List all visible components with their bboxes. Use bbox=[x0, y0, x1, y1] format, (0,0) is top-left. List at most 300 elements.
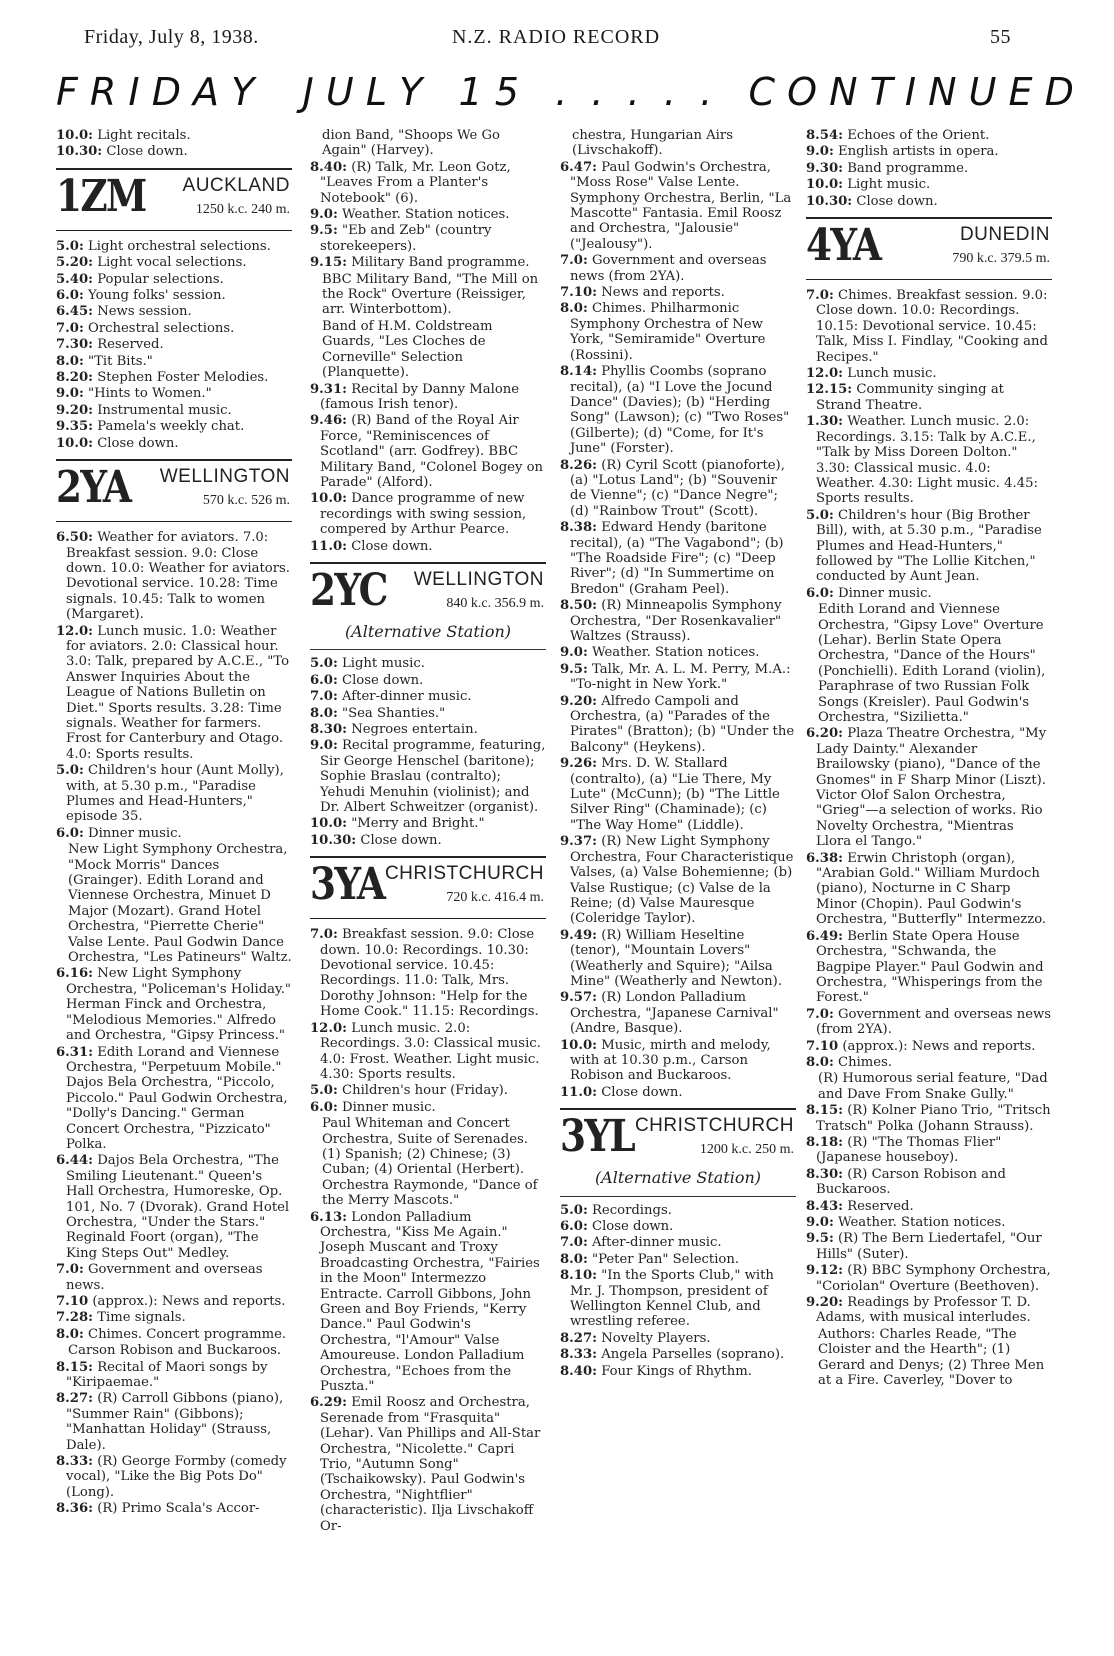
program-time: 6.16: bbox=[56, 966, 93, 982]
program-text: Music, mirth and melody, with at 10.30 p.m., Carson Robison and Buckaroos. bbox=[570, 1037, 771, 1084]
program-text: English artists in opera. bbox=[833, 144, 999, 160]
program-entry bbox=[56, 530, 292, 622]
program-text: Plaza Theatre Orchestra, "My Lady Dainty." Alexander Brailowsky (piano), "Dance of the Gnomes" in F Sharp Minor (Liszt). Victor Olof Salon Orchestra, "Grieg"—a selection of works. Rio Novelty Orchestra, "Mientras Llora el Tango." bbox=[816, 726, 1047, 850]
program-time: 10.0: bbox=[56, 435, 93, 451]
program-entry bbox=[310, 656, 546, 671]
program-entry bbox=[806, 177, 1052, 192]
program-entry bbox=[806, 1055, 1052, 1070]
program-text: Light music. bbox=[843, 177, 931, 193]
program-entry bbox=[310, 207, 546, 222]
column-4 bbox=[806, 128, 1052, 1389]
program-text: Chimes. Philharmonic Symphony Orchestra of New York, "Semiramide" Overture (Rossini). bbox=[570, 301, 766, 363]
program-time: 7.28: bbox=[56, 1310, 93, 1326]
program-entry bbox=[806, 144, 1052, 159]
program-time: 8.27: bbox=[560, 1330, 597, 1346]
program-text: Edward Hendy (baritone recital), (a) "The Vagabond"; (b) "The Roadside Fire"; (c) "Deep River"; (d) "In Summertime on Bredon" (Graham Peel). bbox=[570, 520, 784, 597]
program-entry bbox=[310, 689, 546, 704]
program-text: Edith Lorand and Viennese Orchestra, "Perpetuum Mobile." Dajos Bela Orchestra, "Piccolo, Piccolo." Paul Godwin Orchestra, "Dolly's Dancing." German Concert Orchestra, "Pizzicato" Polka. bbox=[66, 1044, 288, 1152]
program-time: 9.35: bbox=[56, 419, 93, 435]
program-time: 9.12: bbox=[806, 1263, 843, 1279]
station-call-sign: 3YA bbox=[310, 859, 385, 911]
program-time: 9.49: bbox=[560, 927, 597, 943]
program-text: Close down. bbox=[356, 832, 442, 848]
program-time: 8.36: bbox=[56, 1501, 93, 1517]
entries-4ya bbox=[806, 288, 1052, 1388]
program-text: Dinner music. bbox=[337, 1099, 436, 1115]
program-entry bbox=[310, 722, 546, 737]
program-entry bbox=[56, 354, 292, 369]
program-entry bbox=[310, 382, 546, 413]
program-time: 5.20: bbox=[56, 255, 93, 271]
program-entry bbox=[56, 966, 292, 1043]
program-time: 11.0: bbox=[560, 1084, 597, 1100]
program-entry bbox=[560, 694, 796, 756]
entries-col2-top bbox=[310, 128, 546, 554]
program-entry bbox=[560, 662, 796, 693]
program-time: 6.0: bbox=[310, 1099, 338, 1115]
program-text: (R) Primo Scala's Accor- bbox=[93, 1501, 260, 1517]
program-time: 10.0: bbox=[310, 491, 347, 507]
program-time: 7.0: bbox=[560, 1235, 588, 1251]
program-entry bbox=[310, 128, 546, 159]
program-text: Dance programme of new recordings with swing session, compered by Arthur Pearce. bbox=[320, 491, 527, 538]
program-text: Chimes. Breakfast session. 9.0: Close down. 10.0: Recordings. 10.15: Devotional service. 10.45: Talk, Miss I. Findlay, "Cooking and Recipes." bbox=[816, 288, 1048, 365]
program-time: 9.37: bbox=[560, 834, 597, 850]
program-time: 10.30: bbox=[56, 144, 103, 160]
program-entry bbox=[56, 128, 292, 143]
program-entry bbox=[806, 194, 1052, 209]
program-entry bbox=[806, 1103, 1052, 1134]
program-time: 8.0: bbox=[310, 705, 338, 721]
program-entry bbox=[310, 1210, 546, 1395]
program-time: 1.30: bbox=[806, 414, 843, 430]
program-entry bbox=[560, 1038, 796, 1084]
program-text: Government and overseas news (from 2YA). bbox=[570, 253, 767, 284]
program-time: 9.46: bbox=[310, 413, 347, 429]
program-entry bbox=[560, 160, 796, 252]
program-entry bbox=[56, 321, 292, 336]
program-time: 8.50: bbox=[560, 598, 597, 614]
program-time: 9.5: bbox=[560, 661, 588, 677]
program-entry bbox=[560, 1203, 796, 1218]
program-time: 8.26: bbox=[560, 457, 597, 473]
program-entry bbox=[560, 1219, 796, 1234]
program-time: 8.18: bbox=[806, 1134, 843, 1150]
program-entry bbox=[310, 539, 546, 554]
program-entry bbox=[56, 624, 292, 763]
program-entry bbox=[56, 288, 292, 303]
program-entry bbox=[56, 436, 292, 451]
program-text: Erwin Christoph (organ), "Arabian Gold." William Murdoch (piano), Nocturne in C Sharp Minor (Chopin). Paul Godwin's Orchestra, "Butterfly" Intermezzo. bbox=[816, 850, 1047, 928]
program-text: Close down. bbox=[347, 538, 433, 554]
program-text: "Hints to Women." bbox=[83, 386, 212, 402]
program-text: (R) New Light Symphony Orchestra, Four Characteristique Valses, (a) Valse Bohemienne; (b) Valse Rustique; (c) Valse de la Reine; (d) Valse Mauresque (Coleridge Taylor). bbox=[570, 834, 794, 927]
program-time: 11.0: bbox=[310, 538, 347, 554]
program-time: 9.0: bbox=[806, 1215, 834, 1230]
publication-title: N.Z. RADIO RECORD bbox=[451, 26, 661, 48]
program-time: 6.0: bbox=[56, 288, 84, 304]
program-entry bbox=[806, 1071, 1052, 1102]
program-time: 5.0: bbox=[56, 763, 84, 779]
program-time: 6.45: bbox=[56, 304, 93, 320]
program-entry bbox=[560, 301, 796, 363]
program-text: Edith Lorand and Viennese Orchestra, "Gipsy Love" Overture (Lehar). Berlin State Opera Orchestra, "Dance of the Hours" (Ponchielli). Edith Lorand (violin), Paraphrase of two Russian Folk Songs (Kreisler). Paul Godwin's Orchestra, "Sizilietta." bbox=[818, 602, 1046, 725]
program-entry bbox=[56, 1153, 292, 1261]
station-alternative-label: (Alternative Station) bbox=[344, 621, 512, 641]
program-time: 6.0: bbox=[310, 672, 338, 688]
program-entry bbox=[56, 337, 292, 352]
program-entry bbox=[56, 272, 292, 287]
program-text: Authors: Charles Reade, "The Cloister and the Hearth"; (1) Gerard and Denys; (2) Three Men at a Fire. Caverley, "Dover to bbox=[818, 1326, 1045, 1389]
program-text: Lunch music. bbox=[843, 366, 937, 382]
program-entry bbox=[806, 726, 1052, 849]
program-time: 5.0: bbox=[56, 238, 84, 254]
program-text: Dinner music. bbox=[833, 585, 932, 601]
program-entry bbox=[56, 1310, 292, 1325]
program-text: Orchestral selections. bbox=[83, 320, 235, 336]
program-time: 6.31: bbox=[56, 1044, 93, 1060]
program-time: 6.29: bbox=[310, 1395, 347, 1411]
program-text: Close down. bbox=[597, 1084, 683, 1100]
station-city: WELLINGTON bbox=[159, 466, 290, 488]
program-text: Close down. bbox=[93, 435, 179, 451]
program-entry bbox=[560, 458, 796, 520]
program-entry bbox=[310, 738, 546, 815]
program-text: (R) The Bern Liedertafel, "Our Hills" (Suter). bbox=[816, 1231, 1042, 1262]
station-call-sign: 4YA bbox=[806, 220, 881, 272]
program-entry bbox=[56, 370, 292, 385]
entries-3ya bbox=[310, 927, 546, 1534]
program-entry bbox=[310, 1395, 546, 1534]
program-entry bbox=[806, 1263, 1052, 1294]
program-entry bbox=[806, 1295, 1052, 1326]
program-time: 8.0: bbox=[56, 353, 84, 369]
program-text: "In the Sports Club," with Mr. J. Thompson, president of Wellington Kennel Club, and wrestling referee. bbox=[570, 1268, 774, 1330]
station-city: DUNEDIN bbox=[959, 224, 1050, 246]
program-entry bbox=[560, 285, 796, 300]
program-entry bbox=[56, 1343, 292, 1358]
program-entry bbox=[310, 272, 546, 318]
program-entry bbox=[560, 1331, 796, 1346]
program-time: 8.27: bbox=[56, 1391, 93, 1407]
program-entry bbox=[806, 128, 1052, 143]
program-text: Children's hour (Aunt Molly), with, at 5.30 p.m., "Paradise Plumes and Head-Hunters," episode 35. bbox=[66, 763, 284, 825]
program-text: Negroes entertain. bbox=[347, 722, 478, 737]
program-text: Pamela's weekly chat. bbox=[93, 419, 245, 435]
program-text: Weather. Lunch music. 2.0: Recordings. 3.15: Talk by A.C.E., "Talk by Miss Doreen Dolton." 3.30: Classical music. 4.0: Weather. 4.30: Light music. 4.45: Sports results. bbox=[816, 414, 1038, 507]
program-entry bbox=[310, 413, 546, 490]
program-entry bbox=[560, 1364, 796, 1379]
program-time: 12.0: bbox=[806, 366, 843, 382]
program-entry bbox=[56, 255, 292, 270]
program-text: Light orchestral selections. bbox=[83, 238, 271, 254]
program-time: 7.0: bbox=[806, 288, 834, 304]
program-time: 7.0: bbox=[310, 927, 338, 943]
program-entry bbox=[806, 929, 1052, 1006]
program-entry bbox=[806, 414, 1052, 506]
program-text: Military Band programme. bbox=[347, 255, 530, 271]
station-frequency: 840 k.c. 356.9 m. bbox=[446, 595, 544, 611]
program-text: Close down. bbox=[852, 193, 938, 209]
program-entry bbox=[56, 1045, 292, 1153]
program-entry bbox=[56, 386, 292, 401]
page-number: 55 bbox=[990, 26, 1011, 48]
program-time: 8.0: bbox=[806, 1054, 834, 1070]
program-entry bbox=[806, 161, 1052, 176]
program-text: (R) Minneapolis Symphony Orchestra, "Der Rosenkavalier" Waltzes (Strauss). bbox=[570, 598, 782, 644]
program-time: 6.0: bbox=[806, 585, 834, 601]
program-time: 6.0: bbox=[560, 1219, 588, 1234]
program-entry bbox=[56, 1262, 292, 1293]
program-text: Popular selections. bbox=[93, 271, 224, 287]
program-time: 12.0: bbox=[56, 623, 93, 639]
program-text: Talk, Mr. A. L. M. Perry, M.A.: "To-night in New York." bbox=[570, 661, 791, 693]
page-header bbox=[0, 0, 1114, 120]
program-time: 8.40: bbox=[560, 1363, 597, 1379]
program-time: 9.0: bbox=[560, 645, 588, 661]
program-text: Weather. Station notices. bbox=[337, 207, 510, 223]
program-text: Echoes of the Orient. bbox=[843, 128, 990, 143]
program-time: 9.5: bbox=[806, 1231, 834, 1247]
program-entry bbox=[560, 834, 796, 926]
station-header-2yc bbox=[310, 562, 546, 620]
divider bbox=[310, 649, 546, 650]
program-text: Berlin State Opera House Orchestra, "Schwanda, the Bagpipe Player." Paul Godwin and Orchestra, "Whisperings from the Forest." bbox=[816, 928, 1044, 1006]
program-time: 8.0: bbox=[560, 301, 588, 317]
program-time: 9.26: bbox=[560, 756, 597, 772]
column-2 bbox=[310, 128, 546, 1535]
program-time: 9.0: bbox=[310, 207, 338, 223]
program-time: 9.0: bbox=[56, 386, 84, 402]
program-text: "Sea Shanties." bbox=[337, 705, 446, 721]
program-text: After-dinner music. bbox=[337, 689, 472, 705]
program-time: 8.43: bbox=[806, 1198, 843, 1214]
program-time: 6.50: bbox=[56, 530, 93, 546]
program-time: 9.0: bbox=[310, 738, 338, 754]
station-frequency: 1250 k.c. 240 m. bbox=[195, 201, 290, 217]
program-text: Four Kings of Rhythm. bbox=[597, 1363, 752, 1379]
program-text: Children's hour (Big Brother Bill), with, at 5.30 p.m., "Paradise Plumes and Head-Hunters," followed by "The Lollie Kitchen," conducted by Aunt Jean. bbox=[816, 507, 1042, 585]
program-text: Emil Roosz and Orchestra, Serenade from "Frasquita" (Lehar). Van Phillips and All-Star Orchestra, "Nicolette." Capri Trio, "Autumn Song" (Tschaikowsky). Paul Godwin's Orchestra, "Nightflier" (characteristic). Ilja Livschakoff Or- bbox=[320, 1395, 541, 1534]
program-text: Stephen Foster Melodies. bbox=[93, 370, 269, 386]
program-text: Recordings. bbox=[587, 1202, 672, 1218]
program-text: Government and overseas news (from 2YA). bbox=[816, 1006, 1052, 1038]
program-time: 6.47: bbox=[560, 159, 597, 175]
program-text: Alfredo Campoli and Orchestra, (a) "Parades of the Pirates" (Bratton); (b) "Under the Balcony" (Heykens). bbox=[570, 693, 795, 755]
program-text: Paul Godwin's Orchestra, "Moss Rose" Valse Lente. Symphony Orchestra, Berlin, "La Mascotte" Fantasia. Emil Roosz and Orchestra, "Jalousie" ("Jealousy"). bbox=[570, 159, 792, 252]
program-text: Weather for aviators. 7.0: Breakfast session. 9.0: Close down. 10.0: Weather for aviators. Devotional service. 10.28: Time signals. 10.45: Talk to women (Margaret). bbox=[66, 530, 290, 623]
program-entry bbox=[56, 1360, 292, 1391]
program-time: 12.0: bbox=[310, 1020, 347, 1036]
program-entry bbox=[56, 419, 292, 434]
program-entry bbox=[806, 1167, 1052, 1198]
program-time: 9.20: bbox=[560, 693, 597, 709]
column-3 bbox=[560, 128, 796, 1380]
program-entry bbox=[56, 1327, 292, 1342]
program-time: 6.0: bbox=[56, 825, 84, 841]
program-entry bbox=[806, 288, 1052, 365]
program-text: Band of H.M. Coldstream Guards, "Les Cloches de Corneville" Selection (Planquette). bbox=[322, 318, 493, 381]
program-text: Recital programme, featuring, Sir George Henschel (baritone); Sophie Braslau (contralto); Yehudi Menuhin (violinist); and Dr. Albert Schweitzer (organist). bbox=[320, 738, 546, 816]
station-city: CHRISTCHURCH bbox=[634, 1115, 794, 1137]
program-time: 5.0: bbox=[806, 507, 834, 523]
program-time: 10.30: bbox=[806, 193, 853, 209]
station-header-1zm bbox=[56, 168, 292, 231]
program-text: Novelty Players. bbox=[597, 1330, 711, 1346]
program-text: News session. bbox=[93, 304, 192, 320]
program-text: Weather. Station notices. bbox=[833, 1215, 1006, 1230]
program-entry bbox=[310, 1083, 546, 1098]
program-entry bbox=[806, 1199, 1052, 1214]
program-entry bbox=[560, 520, 796, 597]
station-frequency: 720 k.c. 416.4 m. bbox=[446, 890, 544, 906]
day-banner: F R I D A Y J U L Y 1 5 . . . . . C O N T I N U E D bbox=[56, 70, 1074, 114]
program-text: (R) Talk, Mr. Leon Gotz, "Leaves From a Planter's Notebook" (6). bbox=[320, 159, 511, 206]
station-city: CHRISTCHURCH bbox=[384, 863, 544, 885]
station-city: AUCKLAND bbox=[182, 174, 290, 196]
program-time: 10.0: bbox=[310, 816, 347, 832]
column-1 bbox=[56, 128, 292, 1518]
program-text: Breakfast session. 9.0: Close down. 10.0: Recordings. 10.30: Devotional service. 10.45: Recordings. 11.0: Talk, Mrs. Dorothy Johnson: "Help for the Home Cook." 11.15: Recordings. bbox=[320, 927, 539, 1020]
program-time: 5.0: bbox=[560, 1202, 588, 1218]
program-entry bbox=[56, 842, 292, 965]
program-entry bbox=[560, 928, 796, 990]
program-time: 7.0: bbox=[310, 689, 338, 705]
program-entry bbox=[806, 382, 1052, 413]
program-entry bbox=[560, 1085, 796, 1100]
program-time: 9.5: bbox=[310, 223, 338, 239]
program-time: 9.15: bbox=[310, 255, 347, 271]
station-city: WELLINGTON bbox=[413, 568, 544, 590]
entries-1zm bbox=[56, 239, 292, 451]
program-text: Light music. bbox=[337, 656, 425, 672]
program-time: 9.20: bbox=[806, 1295, 843, 1311]
station-frequency: 790 k.c. 379.5 m. bbox=[952, 251, 1050, 267]
program-entry bbox=[56, 763, 292, 825]
program-entry bbox=[560, 990, 796, 1036]
program-text: Mrs. D. W. Stallard (contralto), (a) "Lie There, My Lute" (McCunn); (b) "The Little Silver Ring" (Chaminade); (c) "The Way Home" (Liddle). bbox=[570, 756, 780, 833]
program-entry bbox=[56, 1501, 292, 1516]
station-header-3yl bbox=[560, 1108, 796, 1166]
program-text: Dajos Bela Orchestra, "The Smiling Lieutenant." Queen's Hall Orchestra, Humoreske, Op. 101, No. 7 (Dvorak). Grand Hotel Orchestra, "Under the Stars." Reginald Foort (organ), "The King Steps Out" Medley. bbox=[66, 1153, 290, 1261]
program-entry bbox=[806, 508, 1052, 585]
program-entry bbox=[56, 403, 292, 418]
program-time: 7.0: bbox=[806, 1006, 834, 1022]
divider bbox=[560, 1196, 796, 1197]
program-time: 7.0: bbox=[560, 253, 588, 269]
program-entry bbox=[310, 927, 546, 1019]
program-entry bbox=[806, 366, 1052, 381]
station-frequency: 570 k.c. 526 m. bbox=[202, 493, 290, 509]
program-time: 8.10: bbox=[560, 1268, 597, 1284]
program-entry bbox=[806, 1039, 1052, 1054]
program-time: 7.10: bbox=[560, 285, 597, 301]
program-entry bbox=[56, 1391, 292, 1453]
program-time: 5.0: bbox=[310, 1083, 338, 1099]
program-text: (R) Cyril Scott (pianoforte), (a) "Lotus Land"; (b) "Souvenir de Vienne"; (c) "Dance Negre"; (d) "Rainbow Trout" (Scott). bbox=[570, 457, 785, 519]
program-text: (approx.): News and reports. bbox=[838, 1038, 1036, 1054]
program-text: Government and overseas news. bbox=[66, 1262, 263, 1293]
program-time: 6.44: bbox=[56, 1153, 93, 1169]
program-entry bbox=[560, 253, 796, 284]
station-header-3ya bbox=[310, 856, 546, 919]
program-time: 10.0: bbox=[560, 1037, 597, 1053]
entries-2ya bbox=[56, 530, 292, 1517]
program-time: 7.10 bbox=[56, 1294, 89, 1309]
program-time: 7.0: bbox=[56, 320, 84, 336]
program-text: "Merry and Bright." bbox=[347, 816, 485, 832]
station-header-2ya bbox=[56, 459, 292, 522]
program-text: Light recitals. bbox=[93, 128, 191, 143]
program-time: 8.30: bbox=[806, 1166, 843, 1182]
program-text: "Peter Pan" Selection. bbox=[587, 1251, 740, 1267]
program-entry bbox=[56, 826, 292, 841]
program-entry bbox=[310, 223, 546, 254]
program-time: 12.15: bbox=[806, 382, 853, 398]
station-frequency: 1200 k.c. 250 m. bbox=[699, 1142, 794, 1158]
program-text: New Light Symphony Orchestra, "Policeman's Holiday." Herman Finck and Orchestra, "Melodious Memories." Alfredo and Orchestra, "Gipsy Princess." bbox=[66, 966, 291, 1044]
program-text: Phyllis Coombs (soprano recital), (a) "I Love the Jocund Dance" (Davies); (b) "Herding Song" (Lawson); (c) "Two Roses" (Gilberte); (d) "Come, for It's June" (Forster). bbox=[570, 364, 790, 457]
program-time: 5.0: bbox=[310, 656, 338, 672]
program-text: (approx.): News and reports. bbox=[88, 1294, 286, 1309]
program-entry bbox=[560, 1347, 796, 1362]
program-time: 9.31: bbox=[310, 381, 347, 397]
station-alternative-label: (Alternative Station) bbox=[594, 1168, 762, 1188]
program-entry bbox=[806, 1327, 1052, 1389]
program-time: 8.54: bbox=[806, 128, 843, 143]
program-time: 8.33: bbox=[560, 1347, 597, 1363]
entries-col1-top bbox=[56, 128, 292, 160]
program-entry bbox=[56, 144, 292, 159]
program-text: Carson Robison and Buckaroos. bbox=[68, 1343, 282, 1359]
station-call-sign: 3YL bbox=[560, 1111, 634, 1163]
program-time: 9.57: bbox=[560, 990, 597, 1006]
program-text: Readings by Professor T. D. Adams, with musical interludes. bbox=[816, 1295, 1031, 1326]
program-time: 6.13: bbox=[310, 1209, 347, 1225]
program-entry bbox=[560, 128, 796, 159]
program-text: (R) Carroll Gibbons (piano), "Summer Rain" (Gibbons); "Manhattan Holiday" (Strauss, Dale). bbox=[66, 1391, 284, 1453]
program-text: "Tit Bits." bbox=[83, 353, 153, 369]
program-time: 6.38: bbox=[806, 850, 843, 866]
program-entry bbox=[310, 706, 546, 721]
program-time: 10.30: bbox=[310, 832, 357, 848]
entries-col3-top bbox=[560, 128, 796, 1100]
program-text: dion Band, "Shoops We Go Again" (Harvey). bbox=[322, 128, 500, 159]
program-text: Dinner music. bbox=[83, 825, 182, 841]
program-entry bbox=[560, 1268, 796, 1330]
program-text: After-dinner music. bbox=[587, 1235, 722, 1251]
program-time: 8.38: bbox=[560, 520, 597, 536]
station-call-sign: 2YA bbox=[56, 462, 131, 514]
issue-date: Friday, July 8, 1938. bbox=[84, 26, 259, 48]
program-entry bbox=[806, 1135, 1052, 1166]
program-time: 8.33: bbox=[56, 1454, 93, 1470]
program-time: 7.10 bbox=[806, 1038, 839, 1054]
program-text: (R) Carson Robison and Buckaroos. bbox=[816, 1166, 1006, 1198]
program-entry bbox=[560, 756, 796, 833]
program-text: London Palladium Orchestra, "Kiss Me Again." Joseph Muscant and Troxy Broadcasting Orchestra, "Fairies in the Moon" Intermezzo Entracte. Carroll Gibbons, John Green and Boy Friends, "Kerry Dance." Paul Godwin's Orchestra, "l'Amour" Valse Amoureuse. London Palladium Orchestra, "Echoes from the Puszta." bbox=[320, 1209, 540, 1395]
program-text: Children's hour (Friday). bbox=[337, 1083, 508, 1099]
program-entry bbox=[310, 1100, 546, 1115]
program-text: Band programme. bbox=[843, 160, 969, 176]
program-entry bbox=[806, 1007, 1052, 1038]
program-entry bbox=[310, 673, 546, 688]
program-text: Weather. Station notices. bbox=[587, 645, 760, 661]
program-text: "Eb and Zeb" (country storekeepers). bbox=[320, 223, 492, 254]
program-text: (R) BBC Symphony Orchestra, "Coriolan" Overture (Beethoven). bbox=[816, 1263, 1051, 1294]
program-text: News and reports. bbox=[597, 285, 725, 301]
entries-3yl bbox=[560, 1203, 796, 1379]
